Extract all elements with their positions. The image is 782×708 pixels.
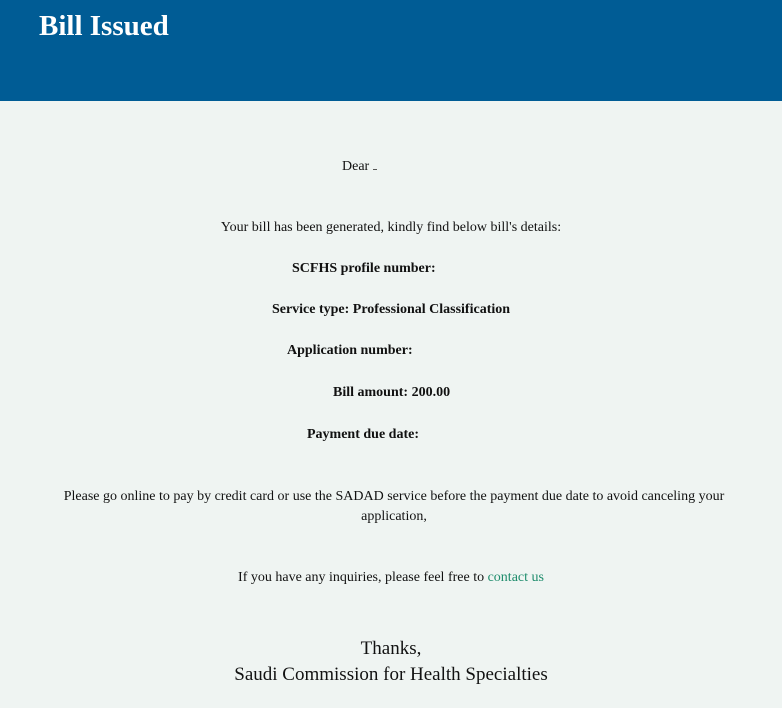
thanks-text: Thanks, [360,638,422,659]
application-number-label: Application number: [287,343,413,358]
greeting [342,157,377,176]
profile-number-row [292,260,436,278]
page-title: Bill Issued [39,10,169,42]
service-type-label: Service type: [271,302,350,317]
service-type-row [0,301,782,319]
bill-amount-row [333,384,450,402]
payment-due-date-row [307,426,419,444]
recipient-name [373,157,377,170]
bill-amount-value: 200.00 [411,385,451,400]
profile-number-label: SCFHS profile number: [292,261,436,276]
payment-due-date-label: Payment due date: [307,427,419,442]
bill-amount-label: Bill amount: [333,385,409,400]
greeting-prefix: Dear [342,159,373,174]
inquiry-text: If you have any inquiries, please feel free to [238,570,488,585]
intro-text: Your bill has been generated, kindly find below bill's details: [220,220,562,235]
contact-us-link[interactable]: contact us [487,570,544,585]
service-type-value: Professional Classification [352,302,511,317]
inquiry-line [0,569,782,587]
payment-notice: Please go online to pay by credit card or use the SADAD service before the payment due date to avoid canceling your application, [63,489,725,524]
organization-name: Saudi Commission for Health Specialties [234,664,548,685]
application-number-row [287,342,413,360]
header-banner [0,0,782,101]
